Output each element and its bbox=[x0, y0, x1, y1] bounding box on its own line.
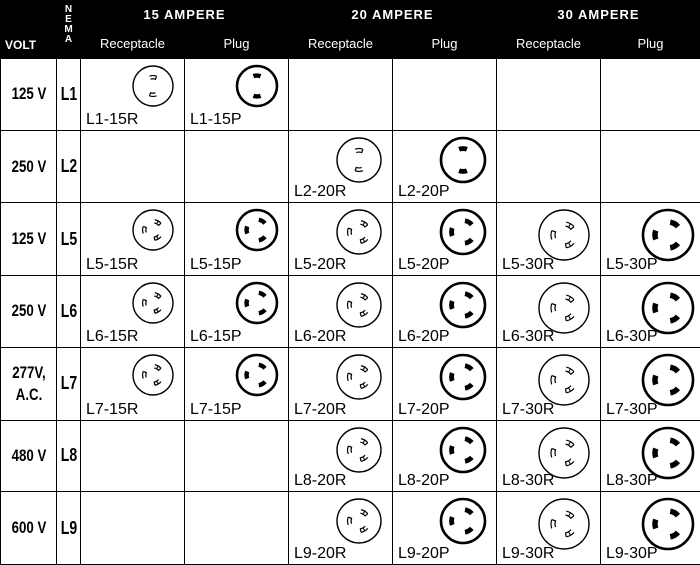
device-face bbox=[441, 283, 485, 327]
device-face bbox=[441, 210, 485, 254]
locking-plug-icon bbox=[640, 352, 696, 408]
device-cell-inner bbox=[185, 59, 288, 130]
device-cell bbox=[289, 130, 393, 203]
empty-cell bbox=[497, 130, 601, 203]
blade-icon bbox=[149, 96, 156, 97]
locking-receptacle-icon bbox=[334, 207, 384, 257]
device-cell-inner bbox=[497, 348, 600, 420]
blade-icon bbox=[459, 148, 467, 149]
locking-receptacle-icon bbox=[334, 280, 384, 330]
blade-icon bbox=[253, 96, 260, 97]
device-cell-inner bbox=[81, 203, 184, 275]
device-cell-inner bbox=[289, 276, 392, 347]
device-label: L7-30R bbox=[502, 400, 555, 418]
device-label: L2-20P bbox=[398, 183, 450, 201]
device-label: L1-15R bbox=[86, 110, 139, 128]
device-cell bbox=[393, 420, 497, 492]
device-label: L5-30P bbox=[606, 256, 658, 274]
locking-plug-icon bbox=[234, 352, 280, 398]
device-cell bbox=[601, 347, 700, 420]
device-cell-inner bbox=[497, 492, 600, 564]
device-label: L9-30R bbox=[502, 545, 555, 562]
device-cell bbox=[393, 130, 497, 203]
device-label: L5-30R bbox=[502, 256, 555, 274]
device-face bbox=[237, 210, 277, 250]
voltage-cell bbox=[7, 492, 51, 565]
table-row bbox=[1, 492, 700, 565]
device-cell-inner bbox=[601, 421, 700, 492]
device-label: L2-20R bbox=[294, 183, 347, 201]
device-cell bbox=[497, 203, 601, 276]
device-face bbox=[133, 66, 173, 106]
device-label: L5-20P bbox=[398, 256, 450, 274]
locking-receptacle-icon bbox=[536, 496, 592, 552]
device-face bbox=[337, 428, 381, 472]
voltage-label: 125 V bbox=[11, 229, 46, 249]
device-cell-inner bbox=[601, 203, 700, 275]
device-label: L6-30P bbox=[606, 327, 658, 345]
empty-cell bbox=[601, 130, 700, 203]
voltage-cell bbox=[7, 203, 51, 276]
blade-icon bbox=[253, 76, 260, 77]
device-cell-inner bbox=[601, 492, 700, 564]
nema-cell: L2 bbox=[59, 130, 78, 203]
empty-cell bbox=[81, 130, 185, 203]
voltage-label: 277V, bbox=[11, 362, 46, 382]
device-face bbox=[133, 210, 173, 250]
nema-cell: L1 bbox=[59, 59, 78, 131]
device-cell-inner bbox=[601, 276, 700, 347]
device-label: L8-30P bbox=[606, 472, 658, 490]
locking-plug-icon bbox=[438, 207, 488, 257]
device-cell-inner bbox=[601, 348, 700, 420]
receptacle-header: Receptacle bbox=[289, 28, 393, 59]
device-cell bbox=[393, 276, 497, 348]
device-label: L7-20P bbox=[398, 400, 450, 418]
locking-receptacle-icon bbox=[334, 496, 384, 546]
device-label: L8-30R bbox=[502, 472, 555, 490]
device-label: L5-15P bbox=[190, 256, 242, 274]
voltage-cell bbox=[7, 276, 51, 348]
device-cell bbox=[497, 347, 601, 420]
device-label: L7-15R bbox=[86, 400, 139, 418]
voltage-cell bbox=[7, 130, 51, 203]
table-row bbox=[1, 203, 700, 276]
device-label: L9-20R bbox=[294, 545, 347, 562]
nema-letter: M bbox=[64, 24, 73, 35]
device-cell bbox=[185, 59, 289, 131]
blade-icon bbox=[149, 76, 156, 77]
device-cell bbox=[497, 492, 601, 565]
locking-plug-icon bbox=[640, 207, 696, 263]
nema-cell: L6 bbox=[59, 276, 78, 348]
locking-plug-icon bbox=[438, 352, 488, 402]
empty-cell bbox=[289, 59, 393, 131]
volt-header: VOLT bbox=[1, 1, 57, 59]
device-label: L1-15P bbox=[190, 110, 242, 128]
device-face bbox=[643, 210, 693, 260]
ground-blade-icon bbox=[655, 231, 656, 240]
device-label: L5-15R bbox=[86, 256, 139, 274]
ground-blade-icon bbox=[452, 228, 453, 236]
locking-plug-icon bbox=[438, 496, 488, 546]
voltage-cell bbox=[7, 59, 51, 131]
device-label: L6-15R bbox=[86, 327, 139, 345]
nema-cell: L7 bbox=[59, 347, 78, 420]
plug-header: Plug bbox=[393, 28, 497, 59]
device-label: L6-30R bbox=[502, 327, 555, 345]
ground-blade-icon bbox=[452, 517, 453, 525]
device-face bbox=[337, 210, 381, 254]
voltage-label: 125 V bbox=[11, 84, 46, 104]
device-face bbox=[643, 428, 693, 478]
device-cell bbox=[81, 203, 185, 276]
ampere-20-header: 20 AMPERE bbox=[289, 1, 497, 28]
voltage-label: 250 V bbox=[11, 156, 46, 176]
receptacle-header: Receptacle bbox=[497, 28, 601, 59]
receptacle-header: Receptacle bbox=[81, 28, 185, 59]
empty-cell bbox=[601, 59, 700, 131]
locking-plug-icon bbox=[234, 280, 280, 326]
device-face bbox=[441, 138, 485, 182]
device-cell-inner bbox=[497, 203, 600, 275]
device-face bbox=[539, 210, 589, 260]
empty-cell bbox=[81, 420, 185, 492]
device-label: L8-20R bbox=[294, 472, 347, 490]
table-row bbox=[1, 276, 700, 348]
locking-receptacle-icon bbox=[334, 352, 384, 402]
device-cell bbox=[185, 276, 289, 348]
device-cell-inner bbox=[497, 276, 600, 347]
device-cell-inner bbox=[185, 348, 288, 420]
ground-blade-icon bbox=[452, 301, 453, 309]
locking-receptacle-icon bbox=[536, 207, 592, 263]
locking-receptacle-icon bbox=[130, 280, 176, 326]
ampere-30-header: 30 AMPERE bbox=[497, 1, 700, 28]
voltage-label: 250 V bbox=[11, 301, 46, 321]
table-body bbox=[1, 59, 700, 565]
device-cell-inner bbox=[393, 276, 496, 347]
device-cell-inner bbox=[81, 276, 184, 347]
ground-blade-icon bbox=[247, 371, 248, 378]
device-cell-inner bbox=[81, 59, 184, 130]
plug-header: Plug bbox=[601, 28, 700, 59]
device-face bbox=[441, 499, 485, 543]
device-label: L8-20P bbox=[398, 472, 450, 490]
device-face bbox=[539, 499, 589, 549]
ground-blade-icon bbox=[143, 300, 144, 307]
locking-receptacle-icon bbox=[130, 352, 176, 398]
locking-receptacle-icon bbox=[130, 207, 176, 253]
table-row bbox=[1, 347, 700, 420]
ampere-15-header: 15 AMPERE bbox=[81, 1, 289, 28]
device-face bbox=[539, 355, 589, 405]
empty-cell bbox=[497, 59, 601, 131]
locking-receptacle-icon bbox=[130, 63, 176, 109]
empty-cell bbox=[393, 59, 497, 131]
device-cell bbox=[81, 276, 185, 348]
empty-cell bbox=[185, 420, 289, 492]
device-cell-inner bbox=[185, 203, 288, 275]
device-cell-inner bbox=[289, 492, 392, 564]
table-row bbox=[1, 130, 700, 203]
table-row bbox=[1, 420, 700, 492]
nema-header bbox=[57, 1, 81, 59]
device-face bbox=[441, 428, 485, 472]
device-cell-inner bbox=[393, 203, 496, 275]
voltage-label: 600 V bbox=[11, 518, 46, 538]
device-label: L6-15P bbox=[190, 327, 242, 345]
blade-icon bbox=[459, 170, 467, 171]
device-cell-inner bbox=[289, 421, 392, 492]
ground-blade-icon bbox=[247, 227, 248, 234]
ground-blade-icon bbox=[452, 373, 453, 381]
voltage-label: A.C. bbox=[15, 384, 42, 404]
device-cell-inner bbox=[289, 203, 392, 275]
device-cell-inner bbox=[497, 421, 600, 492]
ground-blade-icon bbox=[655, 448, 656, 457]
device-face bbox=[337, 283, 381, 327]
device-face bbox=[237, 283, 277, 323]
device-face bbox=[539, 283, 589, 333]
device-face bbox=[237, 355, 277, 395]
ground-blade-icon bbox=[655, 304, 656, 313]
device-cell-inner bbox=[289, 131, 392, 203]
device-label: L9-20P bbox=[398, 545, 450, 562]
device-cell-inner bbox=[393, 492, 496, 564]
nema-letter: N bbox=[64, 4, 73, 15]
locking-plug-icon bbox=[438, 425, 488, 475]
device-cell bbox=[497, 276, 601, 348]
locking-plug-icon bbox=[438, 280, 488, 330]
locking-plug-icon bbox=[234, 63, 280, 109]
ground-blade-icon bbox=[143, 371, 144, 378]
ground-blade-icon bbox=[452, 446, 453, 454]
voltage-cell bbox=[7, 347, 51, 420]
nema-letter: E bbox=[65, 14, 72, 25]
device-label: L9-30P bbox=[606, 545, 658, 562]
ground-blade-icon bbox=[655, 520, 656, 529]
locking-plug-icon bbox=[438, 135, 488, 185]
ground-blade-icon bbox=[655, 375, 656, 384]
device-label: L7-15P bbox=[190, 400, 242, 418]
device-cell bbox=[185, 347, 289, 420]
device-cell-inner bbox=[185, 276, 288, 347]
voltage-cell bbox=[7, 420, 51, 492]
device-cell bbox=[289, 492, 393, 565]
device-cell bbox=[393, 492, 497, 565]
locking-receptacle-icon bbox=[334, 135, 384, 185]
empty-cell bbox=[81, 492, 185, 565]
device-face bbox=[337, 138, 381, 182]
device-label: L6-20R bbox=[294, 327, 347, 345]
device-face bbox=[643, 355, 693, 405]
device-cell bbox=[289, 276, 393, 348]
device-cell bbox=[393, 347, 497, 420]
locking-plug-icon bbox=[640, 496, 696, 552]
table-row bbox=[1, 59, 700, 131]
device-cell bbox=[185, 203, 289, 276]
device-label: L7-30P bbox=[606, 400, 658, 418]
device-cell bbox=[497, 420, 601, 492]
device-cell bbox=[393, 203, 497, 276]
device-cell bbox=[601, 420, 700, 492]
device-face bbox=[441, 355, 485, 399]
device-cell bbox=[601, 203, 700, 276]
locking-receptacle-icon bbox=[334, 425, 384, 475]
device-label: L6-20P bbox=[398, 327, 450, 345]
device-face bbox=[337, 355, 381, 399]
nema-letter: A bbox=[64, 34, 73, 45]
device-cell bbox=[81, 347, 185, 420]
device-face bbox=[133, 355, 173, 395]
device-cell-inner bbox=[393, 421, 496, 492]
device-cell-inner bbox=[393, 348, 496, 420]
device-cell bbox=[289, 420, 393, 492]
device-cell bbox=[601, 492, 700, 565]
device-cell bbox=[81, 59, 185, 131]
ground-blade-icon bbox=[143, 227, 144, 234]
device-cell-inner bbox=[393, 131, 496, 203]
device-face bbox=[337, 499, 381, 543]
device-face bbox=[237, 66, 277, 106]
locking-plug-icon bbox=[234, 207, 280, 253]
device-face bbox=[643, 499, 693, 549]
device-label: L7-20R bbox=[294, 400, 347, 418]
locking-receptacle-icon bbox=[536, 352, 592, 408]
nema-cell: L8 bbox=[59, 420, 78, 492]
nema-cell: L5 bbox=[59, 203, 78, 276]
nema-cell: L9 bbox=[59, 492, 78, 565]
device-label: L5-20R bbox=[294, 256, 347, 274]
device-cell bbox=[289, 347, 393, 420]
device-face bbox=[133, 283, 173, 323]
device-cell bbox=[601, 276, 700, 348]
plug-header: Plug bbox=[185, 28, 289, 59]
device-cell bbox=[289, 203, 393, 276]
device-face bbox=[539, 428, 589, 478]
device-cell-inner bbox=[81, 348, 184, 420]
empty-cell bbox=[185, 492, 289, 565]
empty-cell bbox=[185, 130, 289, 203]
device-face bbox=[643, 283, 693, 333]
voltage-label: 480 V bbox=[11, 445, 46, 465]
device-cell-inner bbox=[289, 348, 392, 420]
ground-blade-icon bbox=[247, 300, 248, 307]
